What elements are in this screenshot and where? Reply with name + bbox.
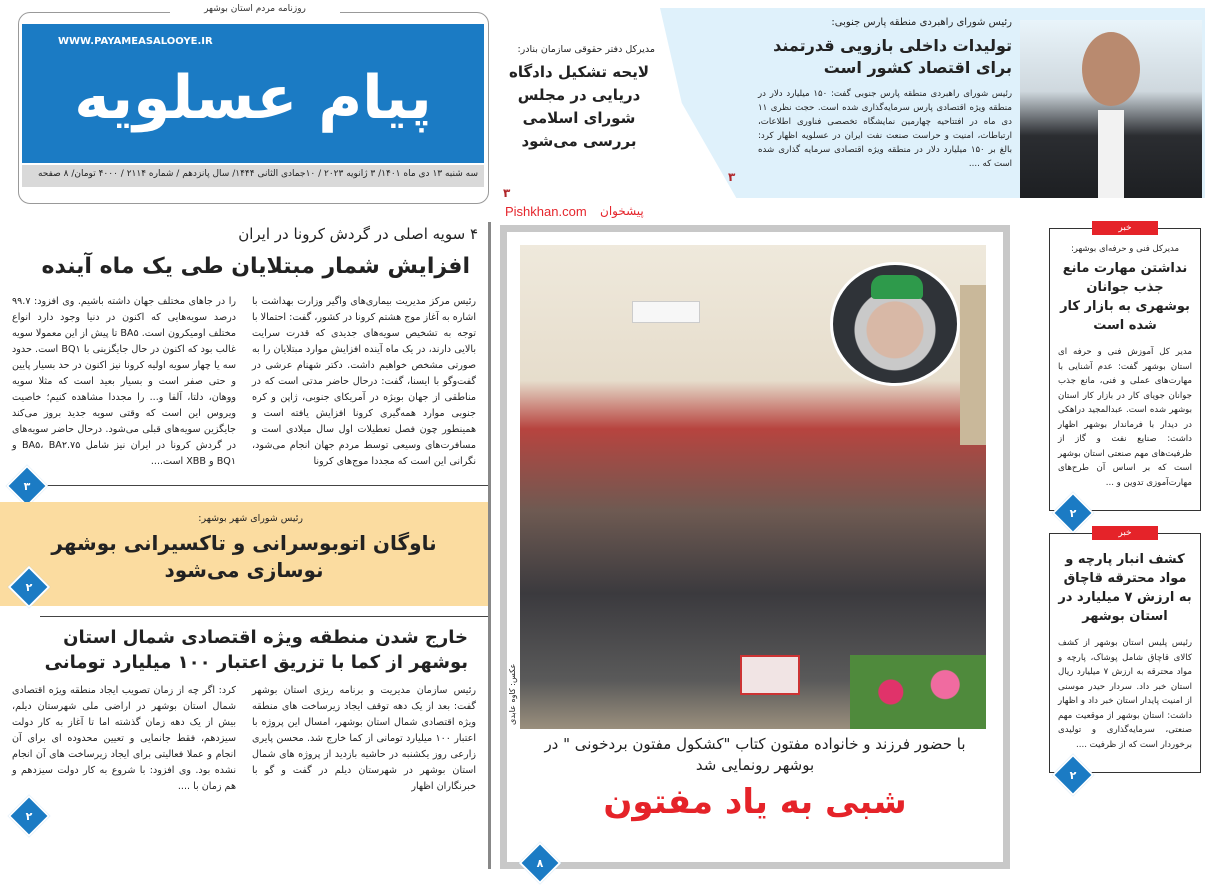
corona-kicker: ۴ سویه اصلی در گردش کرونا در ایران — [238, 225, 478, 243]
page-badge-zone[interactable] — [8, 795, 50, 837]
news2-title[interactable]: کشف انبار پارچه و مواد محترقه قاچاق به ارزش ۷ میلیارد در استان بوشهر — [1058, 552, 1192, 624]
zone-col2: کرد: اگر چه از زمان تصویب ایجاد منطقه ویژه اقتصادی شمال استان بوشهر در اراضی ملی شهرستان دیلم، بیش از یک دهه زمان گذشته اما تا آغاز به کار دولت سیزدهم، فقط جانمایی و تعیین محدوده ای برای آن انجام و عملا فعالیتی برای ایجاد زیرساخت های آن انجام نشده بود. وی افزود: با شروع به کار دولت سیزدهم و هم زمان با .... — [12, 685, 236, 792]
page-badge-corona[interactable] — [6, 465, 48, 507]
masthead-tagline: روزنامه مردم استان بوشهر — [170, 4, 340, 14]
page-badge-news1[interactable] — [1052, 492, 1094, 534]
teaser-right-page: ۳ — [728, 170, 736, 184]
teaser-mid — [503, 44, 655, 200]
feature-subtitle: با حضور فرزند و خانواده مفتون کتاب "کشکول مفتون بردخونی " در بوشهر رونمایی شد — [544, 735, 966, 774]
news1-kicker: مدیرکل فنی و حرفه‌ای بوشهر: — [1070, 244, 1180, 254]
teaser-right-body: رئیس شورای راهبردی منطقه پارس جنوبی گفت: ۱۵۰ میلیارد دلار در منطقه ویژه اقتصادی پارس سرمایه‌گذاری شده است. حجت نظری ۱۱ دی ماه در افتتاحیه چهارمین نمایشگاه تخصصی فناوری اطلاعات، ارتباطات، امنیت و حراست صنعت نفت ایران در عسلویه اظهار کرد: بالغ بر ۱۵۰ میلیارد دلار در منطقه ویژه اقتصادی سرمایه گذاری شده است که .... — [758, 89, 1012, 169]
ac-unit — [632, 301, 700, 323]
news1-title[interactable]: نداشتن مهارت مانع جذب جوانان بوشهری به بازار کار شده است — [1060, 261, 1190, 333]
teaser-mid-page: ۳ — [503, 186, 511, 200]
fleet-box — [0, 502, 488, 606]
dateline: سه شنبه ۱۳ دی ماه ۱۴۰۱/ ۳ ژانویه ۲۰۲۳ / ۱۰جمادی الثانی ۱۴۴۴/ سال پانزدهم / شماره ۲۱۱۴ / ۴۰۰۰ تومان/ ۸ صفحه — [22, 165, 484, 187]
logo-text: پیام عسلویه — [74, 63, 432, 133]
teaser-right-title-1[interactable]: تولیدات داخلی بازویی قدرتمند — [773, 36, 1012, 55]
fleet-kicker: رئیس شورای شهر بوشهر: — [198, 513, 303, 524]
site-url: WWW.PAYAMEASALOOYE.IR — [58, 36, 213, 47]
news-tag: خبر — [1092, 221, 1158, 235]
zone-title-2[interactable]: بوشهر از کما با تزریق اعتبار ۱۰۰ میلیارد تومانی — [44, 652, 468, 673]
podium-book — [740, 655, 800, 695]
portrait-shirt — [1098, 110, 1124, 198]
teaser-mid-title[interactable]: لایحه تشکیل دادگاه دریایی در مجلس شورای اسلامی بررسی می‌شود — [508, 63, 650, 150]
divider — [40, 485, 488, 486]
page-number: ۲ — [1069, 506, 1077, 520]
corona-col2: را در جاهای مختلف جهان داشته باشیم. وی افزود: ۹۹.۷ درصد سویه‌هایی که اکنون در دنیا وجود دارد انواع مختلف اومیکرون است. BA۵ تا پیش از این معمولا سویه غالب بود که اکنون در حال جایگزینی با BQ۱ است. حدود سه یا چهار سویه اولیه کرونا نیز اکنون در حد بسیار پایین و حتی صفر است و بسیار بعید است که مثلا سویه ووهان، دلتا، آلفا و... را مجددا مشاهده کنیم؛ خاصیت ویروس این است که وقتی سویه جدید بروز می‌کند جایگزین سویه‌های قبلی می‌شود. درحال حاضر سویه‌های در گردش کرونا در ایران نیز شامل BA۵، BA۲.۷۵ و BQ۱ و XBB است.... — [12, 296, 236, 467]
news-box-2 — [1049, 528, 1201, 782]
zone-col1: رئیس سازمان مدیریت و برنامه ریزی استان بوشهر گفت: بعد از یک دهه توقف ایجاد زیرساخت های منطقه ویژه اقتصادی شمال استان بوشهر، امسال این پروژه با اعتبار ۱۰۰ میلیارد تومانی از کما خارج شد. محسن پایری زارعی روز یکشنبه در حاشیه بازدید از پروژه های شمال استان بوشهر در شهرستان دیلم در گفت و گو با خبرنگاران اظهار — [252, 685, 476, 792]
page-number: ۸ — [536, 856, 544, 870]
zone-columns — [0, 683, 488, 795]
zone-badge-row — [0, 795, 488, 825]
teaser-right — [758, 16, 1012, 171]
corona-badge-row — [0, 470, 488, 502]
corona-title[interactable]: افزایش شمار مبتلایان طی یک ماه آینده — [41, 254, 470, 279]
page-number: ۲ — [25, 580, 33, 594]
teaser-right-kicker: رئیس شورای راهبردی منطقه پارس جنوبی: — [831, 17, 1012, 28]
left-column — [0, 224, 488, 869]
page-number: ۲ — [25, 809, 33, 823]
news1-body: مدیر کل آموزش فنی و حرفه ای استان بوشهر گفت: عدم آشنایی با مهارت‌های عملی و فنی، مانع جذب جوانان جویای کار در بازار کار استان بوشهر شده است. عبدالمجید دراهکی در دیدار با فرماندار بوشهر اظهار داشت: صنایع نفت و گاز از ظرفیت‌های مهم صنعتی استان بوشهر است که بر اساس آن طرح‌های مهارت‌آموزی تدوین و ... — [1058, 347, 1192, 488]
green-cap — [871, 275, 923, 299]
teaser-mid-kicker: مدیرکل دفتر حقوقی سازمان بنادر: — [517, 44, 655, 55]
news2-body: رئیس پلیس استان بوشهر از کشف کالای قاچاق شامل پوشاک، پارچه و مواد محترقه به ارزش ۷ میلیارد ریال استان خبر داد. سردار حیدر موسنی از امنیت پایدار استان خبر داد و اظهار داشت: استان بوشهر از موقعیت مهم صنعتی، سرمایه‌گذاری و تولیدی برخوردار است که از ظرفیت .... — [1058, 638, 1192, 750]
corona-columns — [0, 294, 488, 470]
watermark-fa: پیشخوان — [600, 204, 644, 218]
news-tag: خبر — [1092, 526, 1158, 540]
feature-caption — [530, 734, 980, 862]
teaser-right-title-2[interactable]: برای اقتصاد کشور است — [823, 58, 1012, 77]
right-column — [1049, 223, 1201, 869]
divider — [40, 616, 488, 617]
watermark: Pishkhan.com — [505, 204, 587, 219]
portrait-face — [1082, 32, 1140, 106]
zone-title-1[interactable]: خارج شدن منطقه ویژه اقتصادی شمال استان — [63, 627, 468, 648]
portrait-photo — [1020, 20, 1202, 198]
corona-col1: رئیس مرکز مدیریت بیماری‌های واگیر وزارت بهداشت با اشاره به آغاز موج هشتم کرونا در کشور، گفت: احتمالا با توجه به تشخیص سویه‌های جدیدی که قدرت سرایت بالایی دارند، در یک ماه آینده افزایش موارد مبتلایان را به صورتی مشخص خواهیم داشت. دکتر شهنام عرشی در گفت‌وگو با ایسنا، گفت: درحال حاضر مدتی است که در مناطقی از جهان بویژه در آمریکای جنوبی، ژاپن و کره جنوبی موارد همه‌گیری کرونا افزایش یافته است و همینطور چون فصل تعطیلات اول سال میلادی است و مسافرت‌های وسیعی توسط مردم جهان انجام می‌شود، نگرانی این است که مجددا موج‌های کرونا — [252, 296, 476, 467]
door — [960, 285, 986, 445]
news-box-1 — [1049, 223, 1201, 520]
feature-title[interactable]: شبی به یاد مفتون — [603, 782, 907, 822]
page-badge-news2[interactable] — [1052, 754, 1094, 796]
logo — [22, 24, 484, 163]
page-number: ۲ — [1069, 768, 1077, 782]
fleet-title[interactable]: ناوگان اتوبوسرانی و تاکسیرانی بوشهر نوسازی می‌شود — [51, 531, 437, 582]
flowers — [850, 655, 986, 729]
page-number: ۳ — [23, 479, 31, 493]
vertical-rule-left — [488, 222, 491, 869]
photo-credit: عکس: کاوه عابدی — [508, 663, 517, 725]
inset-portrait — [830, 262, 960, 386]
